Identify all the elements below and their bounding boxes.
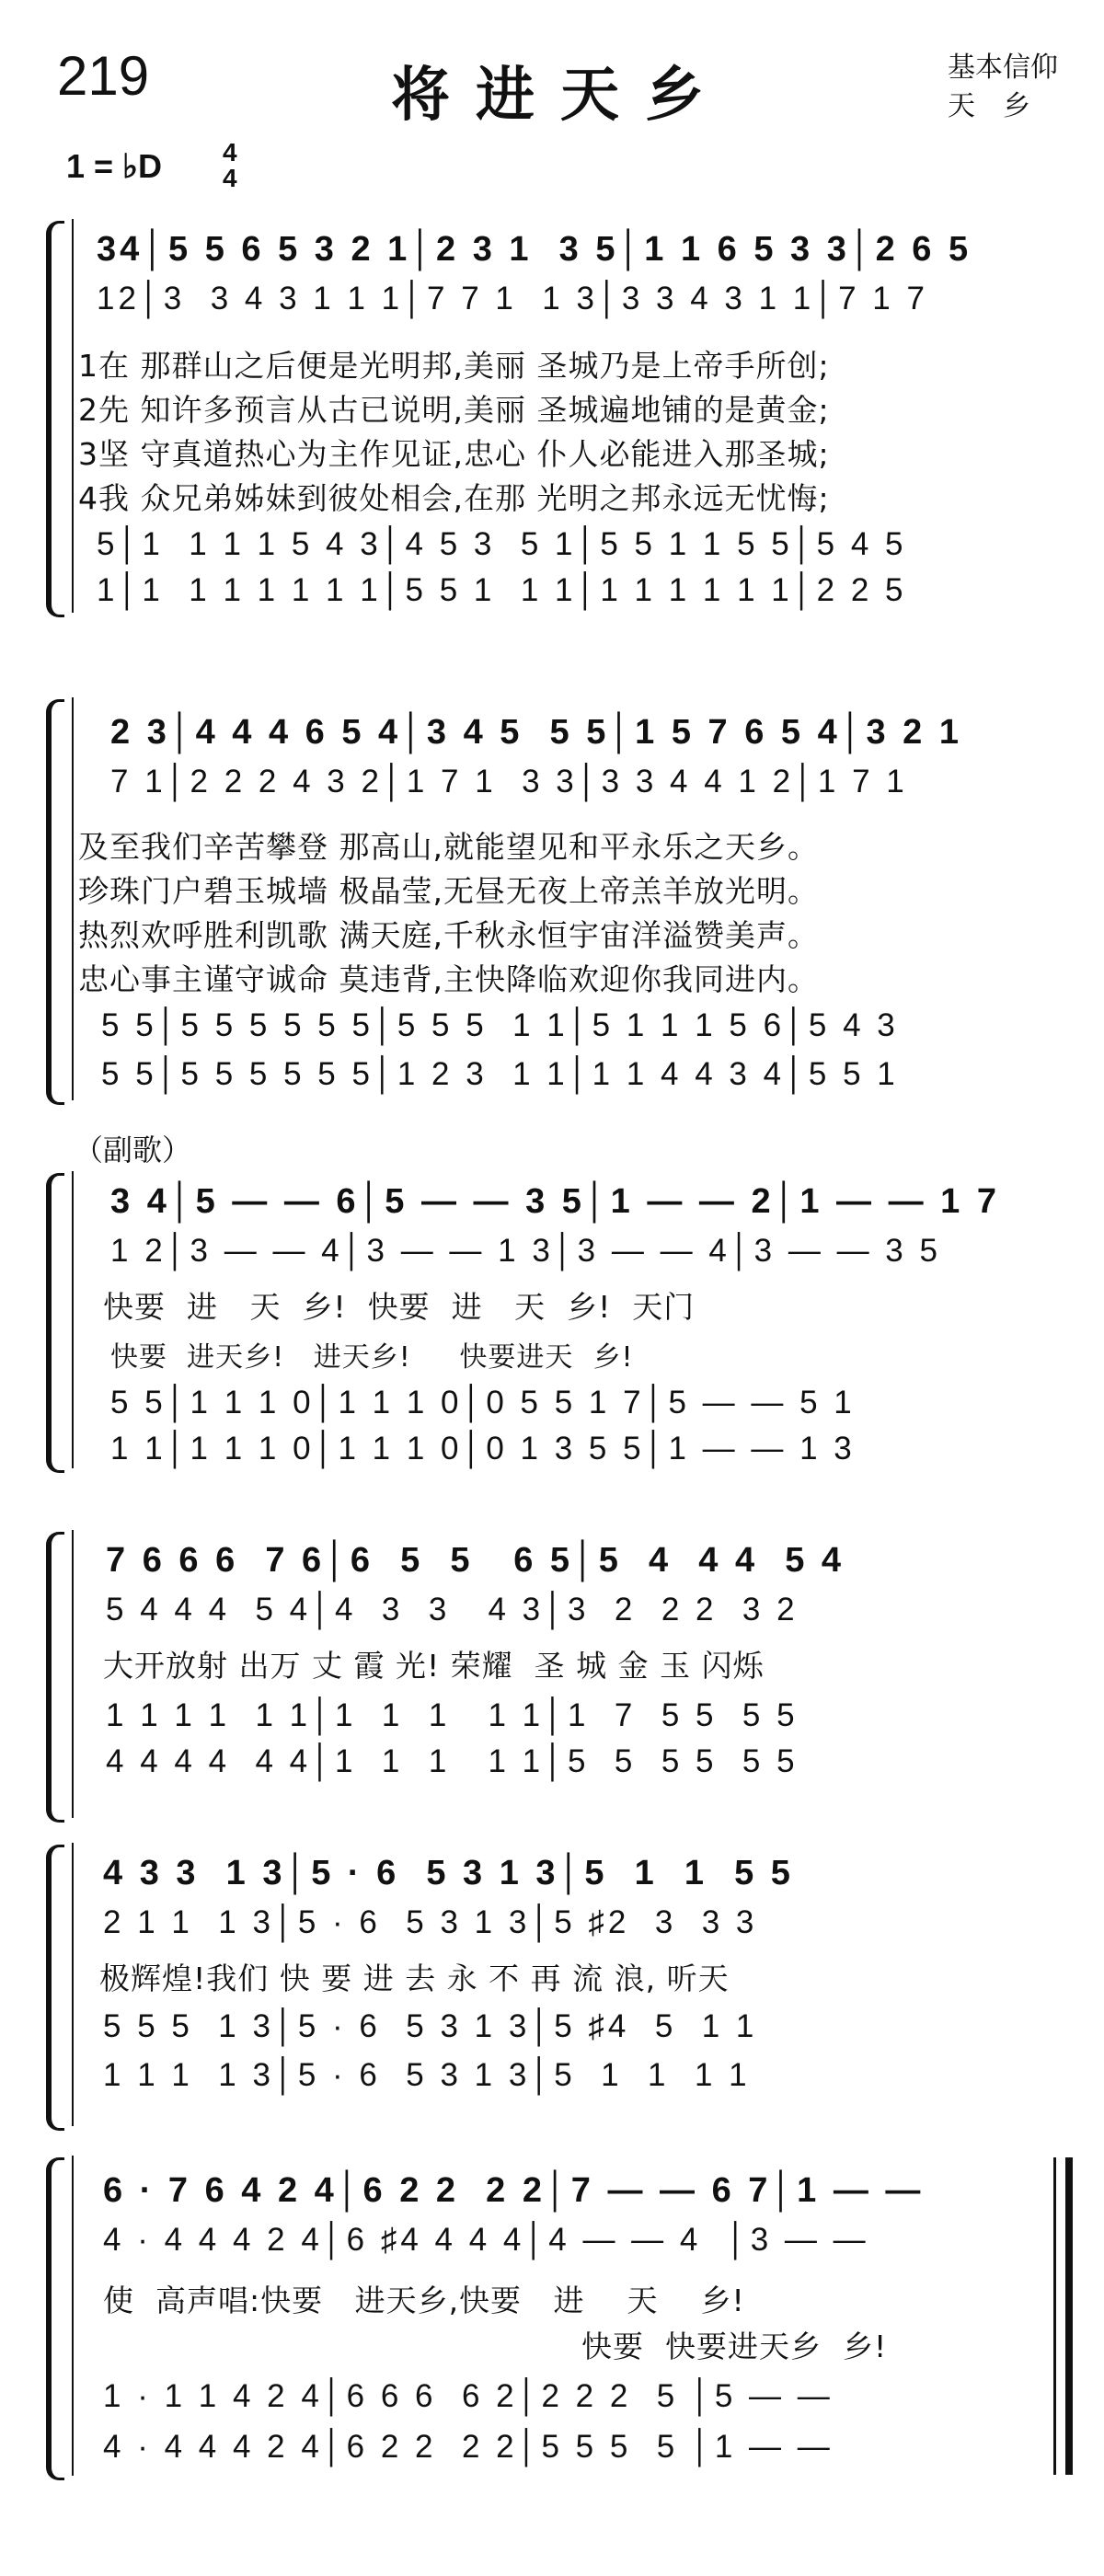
category-label: 基本信仰 [948,52,1058,84]
staff-line [72,697,74,1100]
subcategory-label: 天 乡 [948,90,1030,122]
tenor-line: 5 5 5 1 3│5 · 6 5 3 1 3│5 ♯4 5 1 1 [103,2008,758,2044]
soprano-line: 34│5 5 6 5 3 2 1│2 3 1 3 5│1 1 6 5 3 3│2 6 5 [97,230,972,269]
alto-line: 4 · 4 4 4 2 4│6 ♯4 4 4 4│4 — — 4 │3 — — [103,2222,869,2258]
system-bracket [46,2157,64,2480]
bass-line: 4 4 4 4 4 4│1 1 1 1 1│5 5 5 5 5 5 [106,1743,799,1779]
tenor-line: 5│1 1 1 1 5 4 3│4 5 3 5 1│5 5 1 1 5 5│5 4 5 [97,526,907,562]
staff-line [72,2156,74,2476]
alto-line: 5 4 4 4 5 4│4 3 3 4 3│3 2 2 2 3 2 [106,1592,799,1627]
verse-4-lyrics: 4我 众兄弟姊妹到彼处相会,在那 光明之邦永远无忧悔; [78,480,830,516]
bass-line: 4 · 4 4 4 2 4│6 2 2 2 2│5 5 5 5 │1 — — [103,2429,834,2465]
verse-1-lyrics: 极辉煌!我们 快 要 进 去 永 不 再 流 浪, 听天 [99,1961,730,1996]
alto-line: 12│3 3 4 3 1 1 1│7 7 1 1 3│3 3 4 3 1 1│7 1 7 [97,281,928,316]
alto-line: 1 2│3 — — 4│3 — — 1 3│3 — — 4│3 — — 3 5 [110,1233,941,1269]
bass-line: 1 1│1 1 1 0│1 1 1 0│0 1 3 5 5│1 — — 1 3 [110,1431,856,1466]
verse-4-lyrics: 忠心事主谨守诚命 莫违背,主快降临欢迎你我同进内。 [78,961,819,997]
bass-line: 1│1 1 1 1 1 1 1│5 5 1 1 1│1 1 1 1 1 1│2 2 5 [97,572,907,608]
verse-2-lyrics: 快要 进天乡! 进天乡! 快要进天 乡! [110,1341,634,1374]
staff-line [72,219,74,613]
alto-line: 7 1│2 2 2 4 3 2│1 7 1 3 3│3 3 4 4 1 2│1 7 1 [110,764,908,799]
time-signature-denominator: 4 [223,164,237,192]
system-bracket [46,1532,64,1823]
verse-2-lyrics: 2先 知许多预言从古已说明,美丽 圣城遍地铺的是黄金; [78,392,830,428]
verse-3-lyrics: 热烈欢呼胜利凯歌 满天庭,千秋永恒宇宙洋溢赞美声。 [78,917,819,953]
soprano-line: 6 · 7 6 4 2 4│6 2 2 2 2│7 — — 6 7│1 — — [103,2171,925,2210]
verse-2-lyrics: 快要 快要进天乡 乡! [581,2329,888,2364]
verse-1-lyrics: 大开放射 出万 丈 霞 光! 荣耀 圣 城 金 玉 闪烁 [103,1648,765,1684]
verse-1-lyrics: 及至我们辛苦攀登 那高山,就能望见和平永乐之天乡。 [78,829,819,865]
hymn-title: 将进天乡 [391,62,730,130]
hymn-number: 219 [57,45,150,107]
system-bracket [46,221,64,617]
final-barline-thin [1053,2157,1056,2475]
verse-1-lyrics: 快要 进 天 乡! 快要 进 天 乡! 天门 [103,1289,696,1325]
verse-3-lyrics: 3坚 守真道热心为主作见证,忠心 仆人必能进入那圣城; [78,436,830,472]
tenor-line: 5 5│5 5 5 5 5 5│5 5 5 1 1│5 1 1 1 5 6│5 4 3 [101,1007,899,1043]
verse-2-lyrics: 珍珠门户碧玉城墙 极晶莹,无昼无夜上帝羔羊放光明。 [78,873,819,909]
key-signature: 1 = ♭D [66,147,163,185]
tenor-line: 1 · 1 1 4 2 4│6 6 6 6 2│2 2 2 5 │5 — — [103,2378,834,2414]
bass-line: 1 1 1 1 3│5 · 6 5 3 1 3│5 1 1 1 1 [103,2057,751,2093]
soprano-line: 4 3 3 1 3│5 · 6 5 3 1 3│5 1 1 5 5 [103,1854,794,1892]
system-bracket [46,1173,64,1473]
soprano-line: 3 4│5 — — 6│5 — — 3 5│1 — — 2│1 — — 1 7 [110,1182,1000,1221]
staff-line [72,1171,74,1468]
tenor-line: 1 1 1 1 1 1│1 1 1 1 1│1 7 5 5 5 5 [106,1697,799,1733]
staff-line [72,1530,74,1818]
soprano-line: 7 6 6 6 7 6│6 5 5 6 5│5 4 4 4 5 4 [106,1541,845,1580]
time-signature-numerator: 4 [223,138,237,167]
final-barline-thick [1065,2157,1073,2475]
tenor-line: 5 5│1 1 1 0│1 1 1 0│0 5 5 1 7│5 — — 5 1 [110,1385,856,1420]
system-bracket [46,1845,64,2131]
chorus-label: （副歌） [74,1133,192,1167]
verse-1-lyrics: 使 高声唱:快要 进天乡,快要 进 天 乡! [103,2283,745,2318]
soprano-line: 2 3│4 4 4 6 5 4│3 4 5 5 5│1 5 7 6 5 4│3 2 1 [110,713,962,752]
alto-line: 2 1 1 1 3│5 · 6 5 3 1 3│5 ♯2 3 3 3 [103,1904,758,1940]
system-bracket [46,699,64,1105]
staff-line [72,1843,74,2126]
verse-1-lyrics: 1在 那群山之后便是光明邦,美丽 圣城乃是上帝手所创; [78,348,830,384]
bass-line: 5 5│5 5 5 5 5 5│1 2 3 1 1│1 1 4 4 3 4│5 5 1 [101,1056,899,1092]
